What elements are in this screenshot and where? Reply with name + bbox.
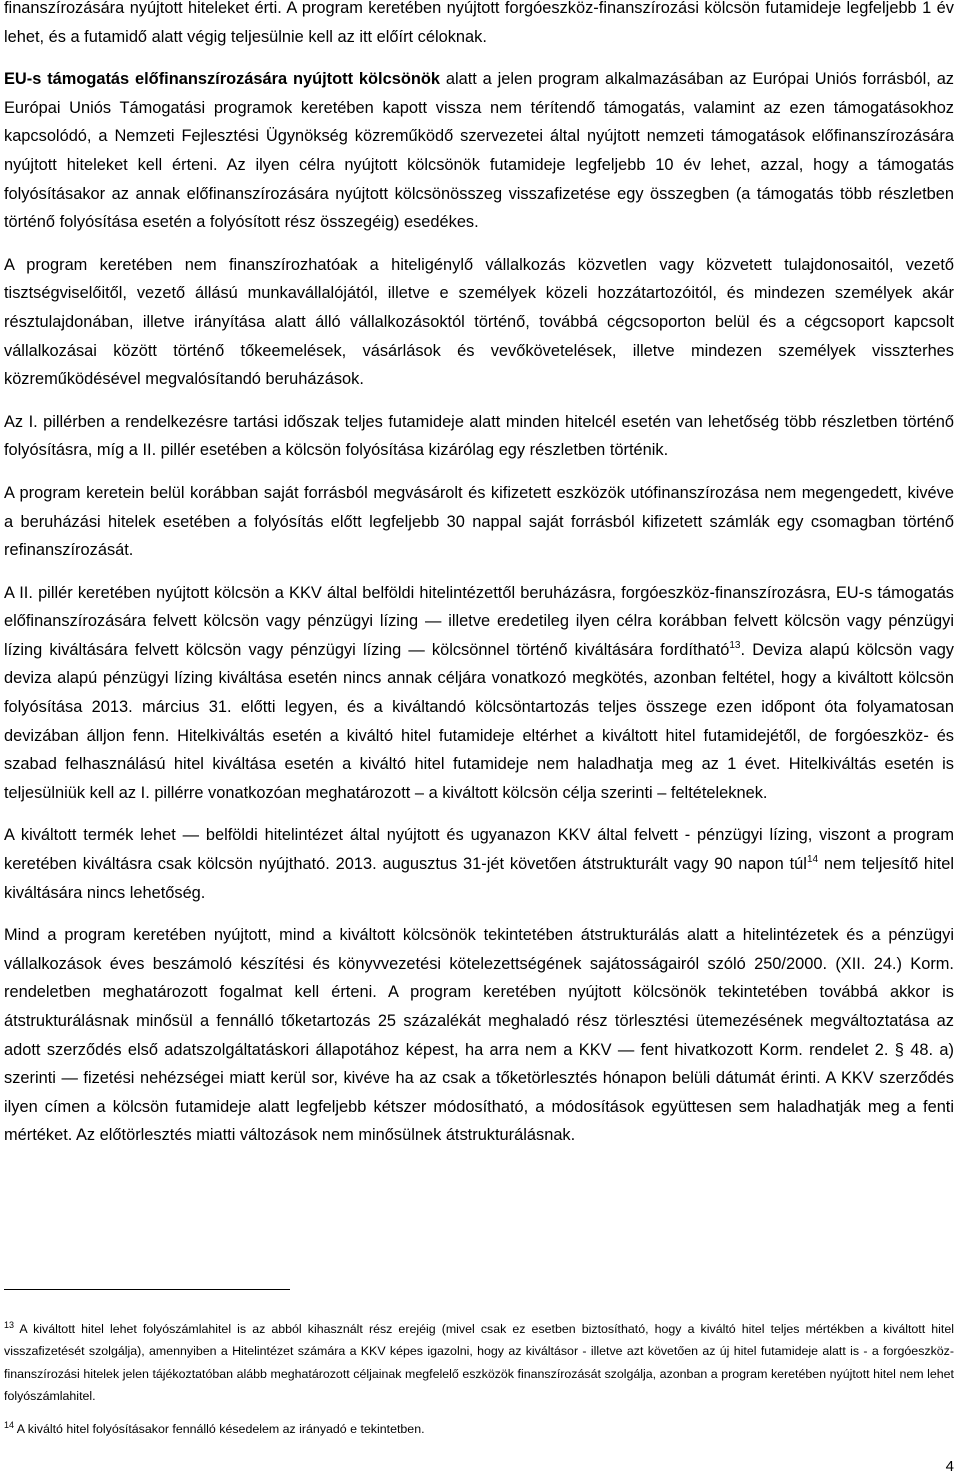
paragraph-text: A program keretein belül korábban saját forrásból megvásárolt és kifizetett eszközök utófinanszírozása nem megengedett, kivéve a beruházási hitelek esetében a folyósítás előtt legfeljebb 30 nappal saját forrásból kifizetett számlák egy csomagban történő refinanszírozását. xyxy=(4,483,954,560)
paragraph-continuation xyxy=(4,0,954,51)
defined-term: EU-s támogatás előfinanszírozására nyújtott kölcsönök xyxy=(4,70,440,89)
paragraph-refinancing xyxy=(4,479,954,565)
paragraph-text: Mind a program keretében nyújtott, mind a kiváltott kölcsönök tekintetében átstrukturálás alatt a hitelintézetek és a pénzügyi vállalkozások éves beszámoló készítési és könyvvezetési kötelezettségének sajátosságairól szóló 250/2000. (XII. 24.) Korm. rendeletben meghatározott fogalmat kell érteni. A program keretében nyújtott kölcsönök tekintetében továbbá akkor is átstrukturálásnak minősül a fennálló tőketartozás 25 százalékát meghaladó rész törlesztési ütemezésének megváltoztatása az adott szerződés első adatszolgáltatáskori állapotához képest, ha arra nem a KKV — fent hivatkozott Korm. rendelet 2. § 48. a) szerinti — fizetési nehézségei miatt kerül sor, kivéve ha az csak a tőketörlesztés hónapon belüli dátumát érinti. A KKV szerződés ilyen címen a kölcsön futamideje alatt legfeljebb kétszer módosítható, a módosítások együttesen sem haladhatják meg a fenti mértéket. Az előtörlesztés miatti változások nem minősülnek átstrukturálásnak. xyxy=(4,926,954,1145)
body-text xyxy=(4,0,954,1164)
footnote-ref-14[interactable]: 14 xyxy=(806,854,819,866)
paragraph-replaced-product xyxy=(4,821,954,907)
paragraph-text: nem teljesítő hitel kiváltására nincs lehetőség. xyxy=(4,855,954,902)
paragraph-exclusions xyxy=(4,251,954,394)
paragraph-text: A program keretében nem finanszírozhatóak a hiteligénylő vállalkozás közvetlen vagy közvetett tulajdonosaitól, vezető tisztségviselőitől, vezető állású munkavállalójától, illetve e személyek közeli hozzátartozóitól, és mindezen személyek akár résztulajdonában, illetve irányítása alatt álló vállalkozásoktól történő, továbbá cégcsoporton belül és a cégcsoport kapcsolt vállalkozásai között történő tőkeemelések, vásárlások és vevőkövetelések, illetve mindezen személyek visszterhes közreműködésével megvalósítandó beruházások. xyxy=(4,255,954,389)
footnote-text: A kiváltott hitel lehet folyószámlahitel is az abból kihasznált rész erejéig (mivel csak ez esetben biztosítható, hogy a kiváltó hitel teljes mértékben a kiváltott hitel visszafizetését szolgálja), amennyiben a Hitelintézet számára a KKV képes igazolni, hogy az kiváltásor - illetve azt követően az új hitel futamideje alatt is - a forgóeszköz-finanszírozási hitelek jelen tájékoztatóban alább meghatározott céljainak megfelelő eszközök finanszírozását szolgálja, azonban a program keretében nyújtott hitel nem lehet folyószámlahitel. xyxy=(4,1322,954,1404)
footnote-number: 13 xyxy=(4,1320,15,1330)
page-number: 4 xyxy=(945,1458,954,1475)
footnote-ref-13[interactable]: 13 xyxy=(729,639,741,651)
paragraph-text: alatt a jelen program alkalmazásában az Európai Uniós forrásból, az Európai Uniós Támogatási programok keretében kapott vissza nem térítendő támogatás, valamint az ezen támogatásokhoz kapcsolódó, a Nemzeti Fejlesztési Ügynökség közreműködő szervezetei által nyújtott nemzeti támogatások előfinanszírozására nyújtott hiteleket kell érteni. Az ilyen célra nyújtott kölcsönök futamideje legfeljebb 10 év lehet, azzal, hogy a támogatás folyósításakor az annak előfinanszírozására nyújtott kölcsönösszeg visszafizetése egy összegben (a támogatás több részletben történő folyósítása esetén a folyósított rész összegéig) esedékes. xyxy=(4,70,954,232)
paragraph-text: A II. pillér keretében nyújtott kölcsön a KKV által belföldi hitelintézettől beruházásra, forgóeszköz-finanszírozásra, EU-s támogatás előfinanszírozására felvett kölcsön vagy pénzügyi lízing — illetve eredetileg ilyen célra korábban felvett kölcsön vagy pénzügyi lízing kiváltására felvett kölcsön vagy pénzügyi lízing — kölcsönnel történő kiváltására fordítható xyxy=(4,583,954,659)
paragraph-pillar-two xyxy=(4,579,954,808)
paragraph-text: A kiváltott termék lehet — belföldi hitelintézet által nyújtott és ugyanazon KKV által felvett - pénzügyi lízing, viszont a program keretében kiváltásra csak kölcsön nyújtható. 2013. augusztus 31-jét követően átstrukturált vagy 90 napon túl xyxy=(4,826,954,874)
footnote-separator xyxy=(4,1289,290,1290)
paragraph-eu-prefinancing xyxy=(4,65,954,237)
footnotes xyxy=(4,1318,954,1450)
footnote-13 xyxy=(4,1318,954,1408)
paragraph-text: finanszírozására nyújtott hiteleket érti. A program keretében nyújtott forgóeszköz-finanszírozási kölcsön futamideje legfeljebb 1 év lehet, és a futamidő alatt végig teljesülnie kell az itt előírt céloknak. xyxy=(4,0,954,46)
paragraph-disbursement xyxy=(4,408,954,465)
footnote-number: 14 xyxy=(4,1419,15,1430)
paragraph-text: . Deviza alapú kölcsön vagy deviza alapú pénzügyi lízing kiváltása esetén nincs annak céljára vonatkozó megkötés, azonban feltétel, hogy a kiváltott kölcsön folyósítása 2013. március 31. előtti legyen, és a kiváltandó kölcsöntartozás teljes összege ezen időpont óta folyamatosan devizában álljon fenn. Hitelkiváltás esetén a kiváltó hitel futamideje eltérhet a kiváltott hitel futamidejétől, de forgóeszköz- és szabad felhasználású hitel kiváltása esetén a kiváltó hitel futamideje nem haladhatja meg az 1 évet. Hitelkiváltás esetén is teljesülniük kell az I. pillérre vonatkozóan meghatározott – a kiváltott kölcsön célja szerinti – feltételeknek. xyxy=(4,640,954,802)
footnote-text: A kiváltó hitel folyósításakor fennálló késedelem az irányadó e tekintetben. xyxy=(14,1421,425,1436)
footnote-14 xyxy=(4,1418,954,1440)
paragraph-restructuring xyxy=(4,921,954,1150)
paragraph-text: Az I. pillérben a rendelkezésre tartási időszak teljes futamideje alatt minden hitelcél esetén van lehetőség több részletben történő folyósításra, míg a II. pillér esetében a kölcsön folyósítása kizárólag egy részletben történik. xyxy=(4,412,954,460)
